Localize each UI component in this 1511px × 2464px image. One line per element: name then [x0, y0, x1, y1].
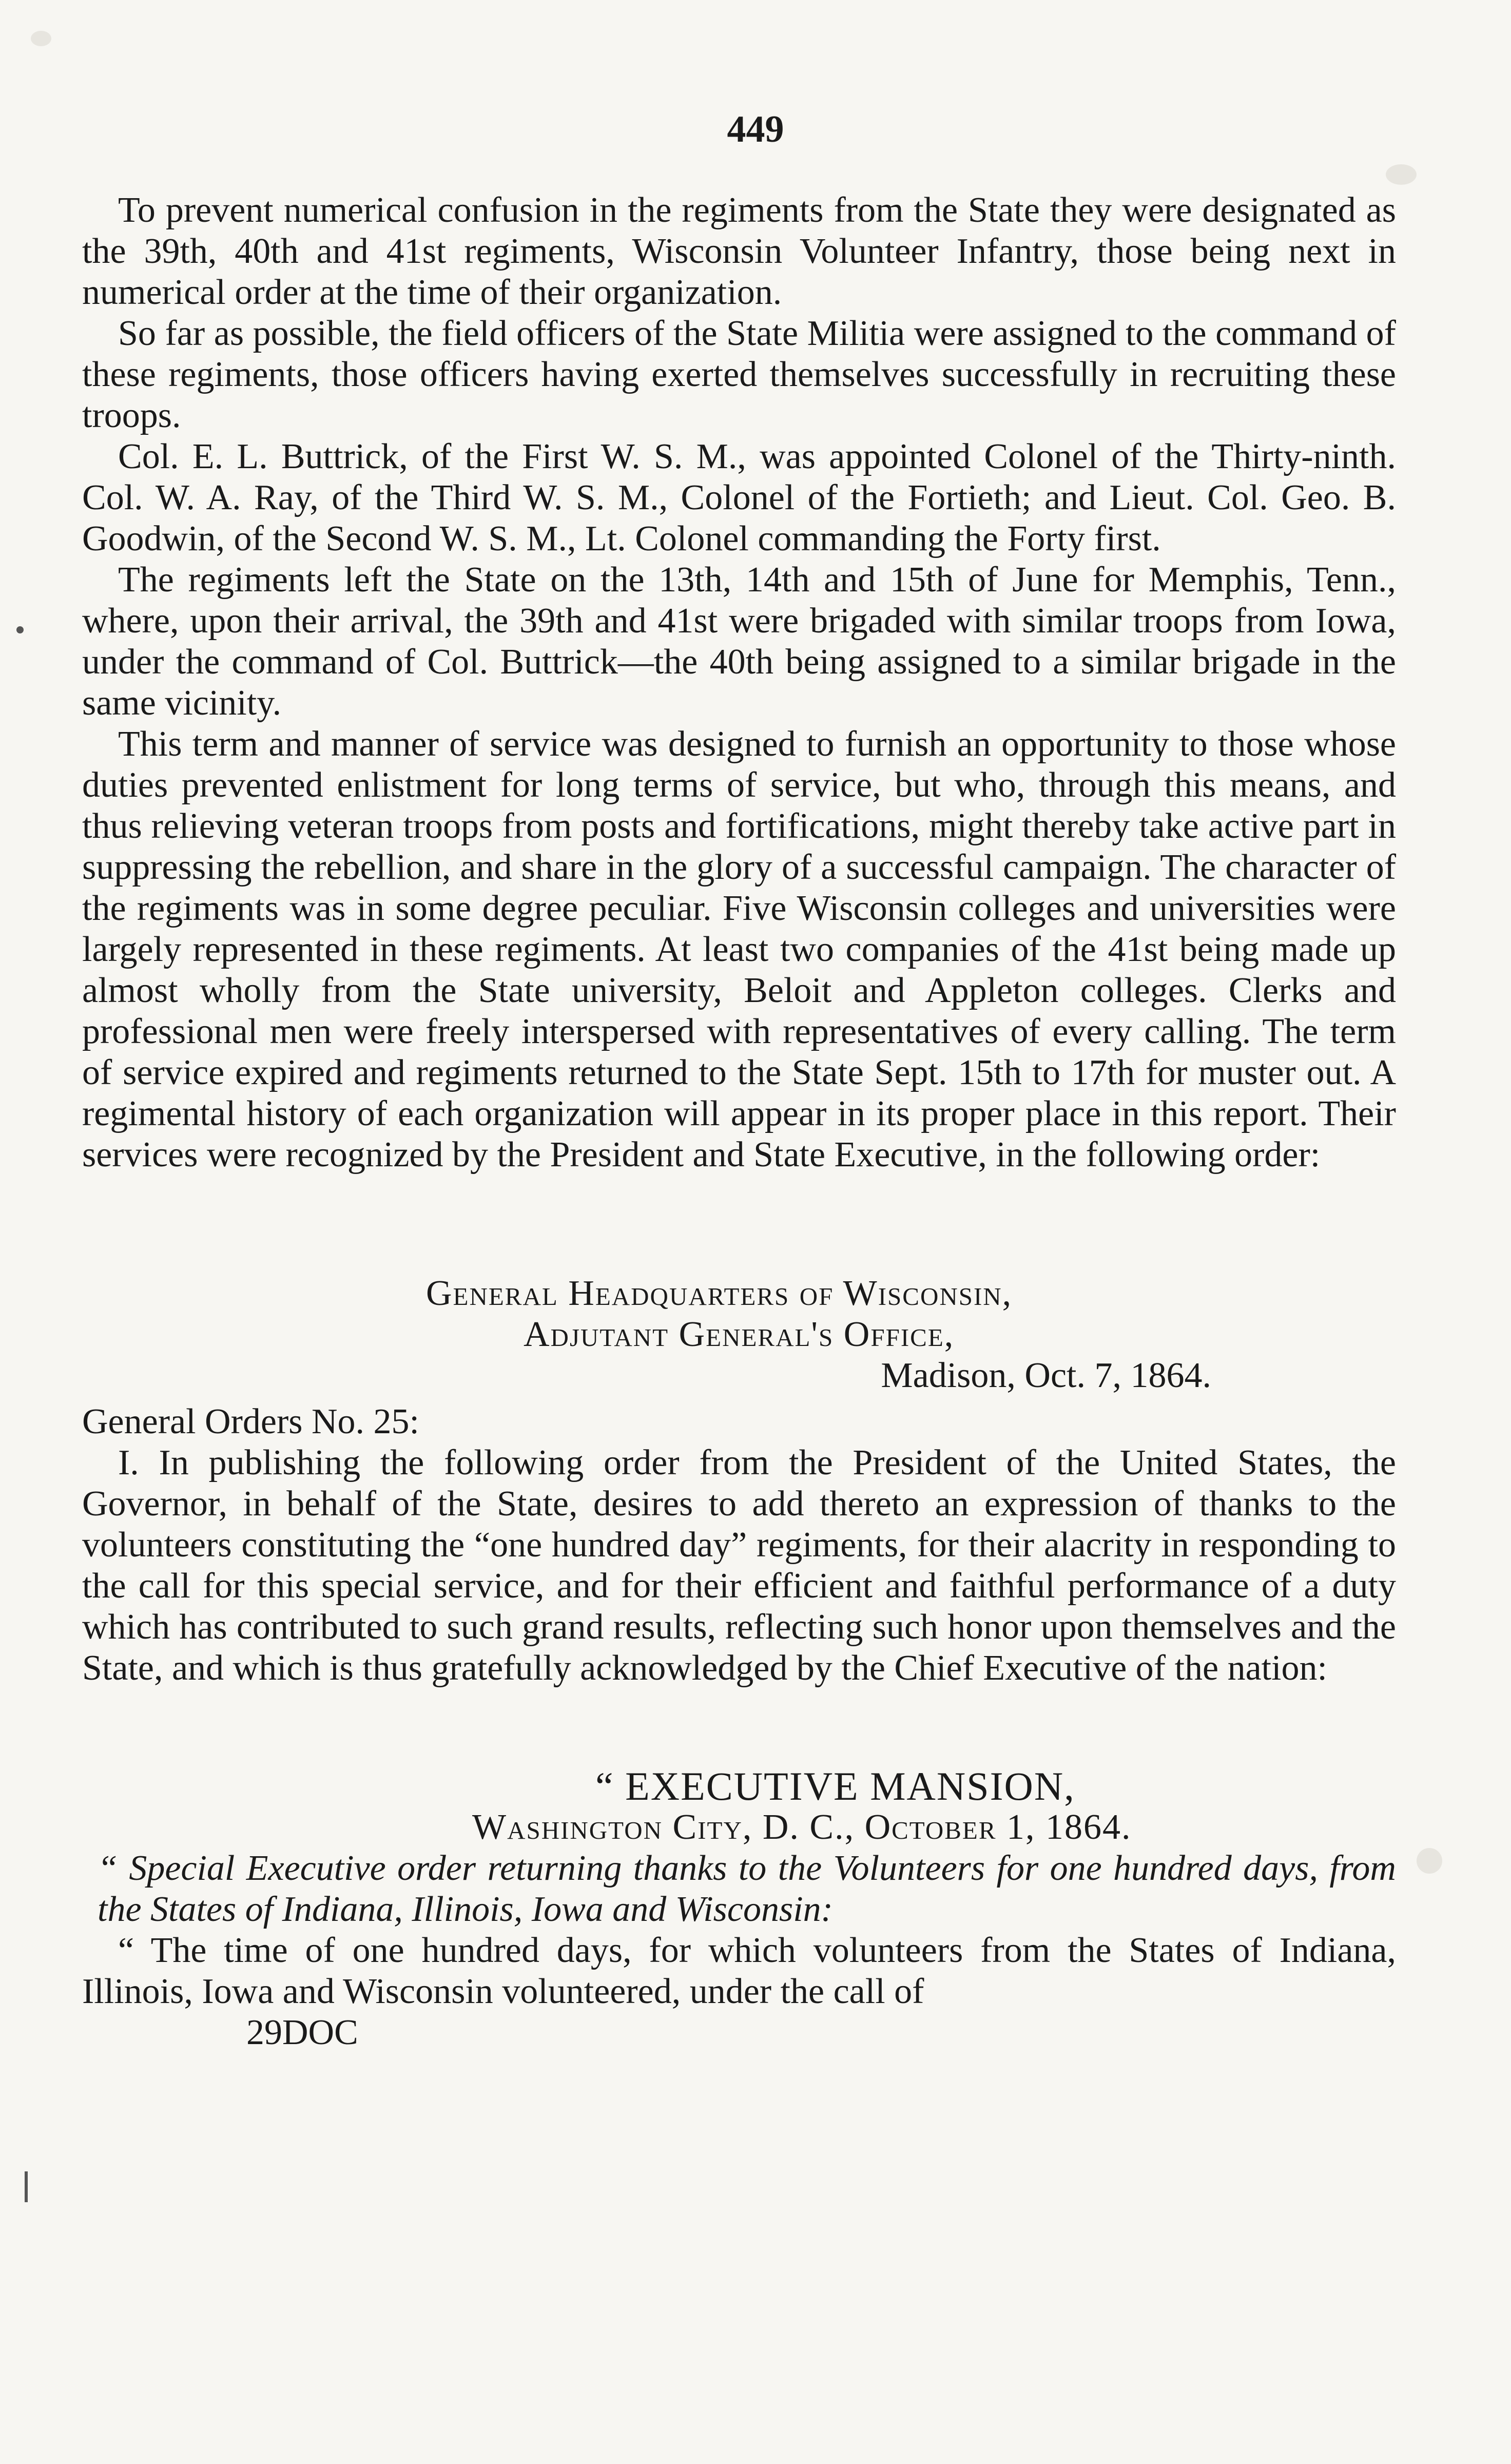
- margin-mark: [25, 2171, 28, 2202]
- headquarters-line-2: Adjutant General's Office,: [524, 1315, 955, 1354]
- margin-dot: [16, 626, 24, 633]
- general-orders-heading: General Orders No. 25:: [82, 1402, 420, 1441]
- print-speck: [31, 31, 51, 46]
- executive-order-body: “ The time of one hundred days, for which volunteers from the States of Indiana, Illinois, Iowa and Wisconsin volunteered, under the call of: [82, 1931, 1396, 2011]
- paragraph-field-officers: So far as possible, the field officers of the State Militia were assigned to the command of these regiments, those officers having exerted themselves successfully in recruiting these troops.: [82, 314, 1396, 435]
- executive-place-date: Washington City, D. C., October 1, 1864.: [472, 1807, 1132, 1847]
- paragraph-regiment-designation: To prevent numerical confusion in the regiments from the State they were designated as the 39th, 40th and 41st regiments, Wisconsin Volunteer Infantry, those being next in numerical order at the time of their organization.: [82, 190, 1396, 312]
- executive-mansion-heading: “ EXECUTIVE MANSION,: [595, 1764, 1075, 1808]
- paragraph-service-terms: This term and manner of service was designed to furnish an opportunity to those whose duties prevented enlistment for long terms of service, but who, through this means, and thus relieving veteran troops from posts and fortifications, might thereby take active part in suppressing the rebellion, and share in the glory of a successful campaign. The character of the regiments was in some degree peculiar. Five Wisconsin colleges and universities were largely represented in these regiments. At least two companies of the 41st being made up almost wholly from the State university, Beloit and Appleton colleges. Clerks and professional men were freely interspersed with representatives of every calling. The term of service expired and regiments returned to the State Sept. 15th to 17th for muster out. A regimental history of each organization will appear in its proper place in this report. Their services were recognized by the President and State Executive, in the following order:: [82, 724, 1396, 1175]
- headquarters-line-1: General Headquarters of Wisconsin,: [426, 1274, 1013, 1313]
- paragraph-departure: The regiments left the State on the 13th, 14th and 15th of June for Memphis, Tenn., where, upon their arrival, the 39th and 41st were brigaded with similar troops from Iowa, under the command of Col. Buttrick—the 40th being assigned to a similar brigade in the same vicinity.: [82, 560, 1396, 723]
- print-speck: [1386, 164, 1417, 185]
- headquarters-date: Madison, Oct. 7, 1864.: [881, 1356, 1211, 1395]
- body-text: [82, 190, 1396, 2053]
- print-speck: [1417, 1848, 1442, 1874]
- page-number: 449: [727, 108, 784, 150]
- signature-mark: 29DOC: [246, 2013, 358, 2052]
- special-order-title: “ Special Executive order returning thanks to the Volunteers for one hundred days, from the States of Indiana, Illinois, Iowa and Wisconsin:: [98, 1849, 1396, 1929]
- paragraph-colonels: Col. E. L. Buttrick, of the First W. S. M., was appointed Colonel of the Thirty-ninth. Col. W. A. Ray, of the Third W. S. M., Colonel of the Fortieth; and Lieut. Col. Geo. B. Goodwin, of the Second W. S. M., Lt. Colonel commanding the Forty first.: [82, 437, 1396, 559]
- order-paragraph: I. In publishing the following order from the President of the United States, the Governor, in behalf of the State, desires to add thereto an expression of thanks to the volunteers constituting the “one hundred day” regiments, for their alacrity in responding to the call for this special service, and for their efficient and faithful performance of a duty which has contributed to such grand results, reflecting such honor upon themselves and the State, and which is thus gratefully acknowledged by the Chief Executive of the nation:: [82, 1443, 1396, 1688]
